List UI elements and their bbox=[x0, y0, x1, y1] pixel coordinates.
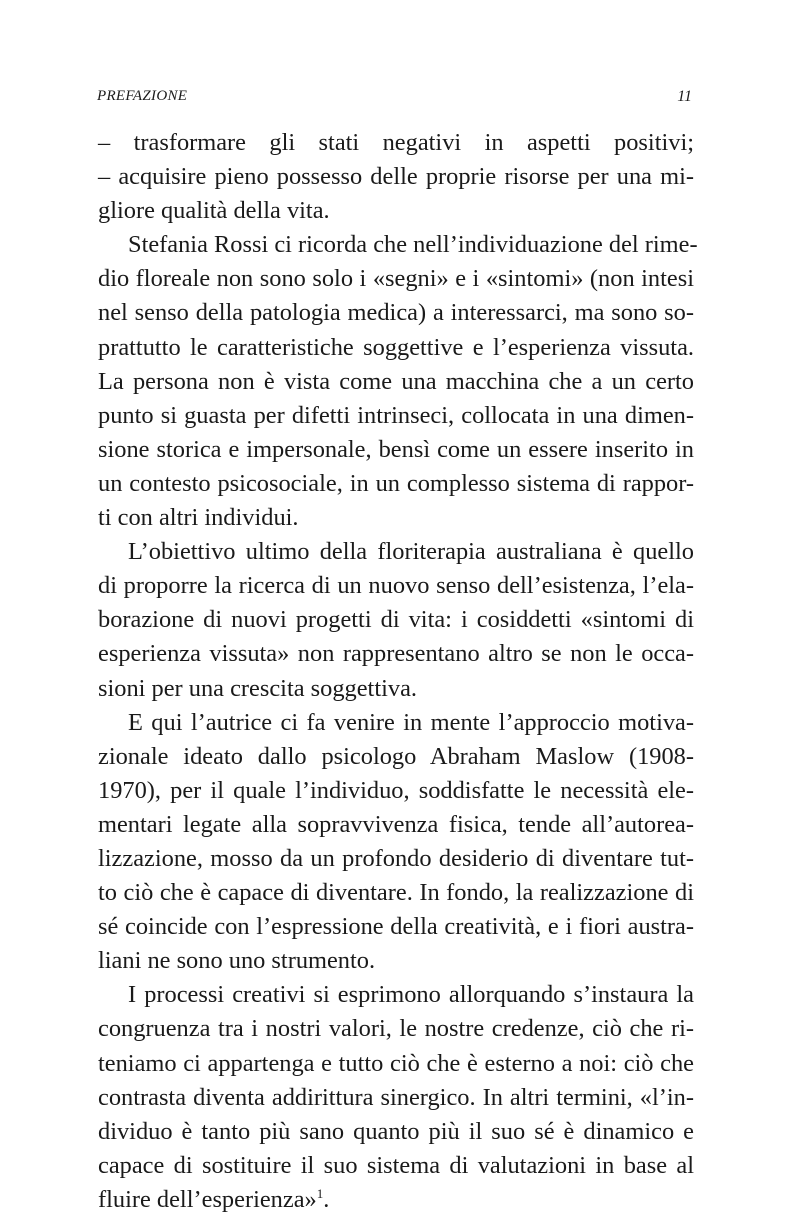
text-line: sé coincide con l’espressione della creatività, e i fiori austra- bbox=[98, 913, 694, 941]
page-number: 11 bbox=[677, 88, 692, 105]
text-line: – acquisire pieno possesso delle proprie risorse per una mi- bbox=[98, 163, 694, 191]
text-line: gliore qualità della vita. bbox=[98, 197, 330, 225]
text-line: zionale ideato dallo psicologo Abraham Maslow (1908- bbox=[98, 742, 694, 770]
body-text bbox=[98, 126, 698, 1217]
text-line: dio floreale non sono solo i «segni» e i «sintomi» (non intesi bbox=[98, 265, 694, 293]
text-line: liani ne sono uno strumento. bbox=[98, 947, 376, 975]
final-line-text: fluire dell’esperienza» bbox=[98, 1185, 317, 1213]
text-line: – trasformare gli stati negativi in aspetti positivi; bbox=[98, 129, 694, 156]
text-line: E qui l’autrice ci fa venire in mente l’approccio motiva- bbox=[128, 708, 694, 736]
text-line: dividuo è tanto più sano quanto più il suo sé è dinamico e bbox=[98, 1117, 694, 1145]
text-line: I processi creativi si esprimono allorquando s’instaura la bbox=[128, 981, 694, 1009]
text-line: sione storica e impersonale, bensì come un essere inserito in bbox=[98, 435, 694, 463]
text-line: punto si guasta per difetti intrinseci, collocata in una dimen- bbox=[98, 401, 694, 429]
text-line: Stefania Rossi ci ricorda che nell’individuazione del rime- bbox=[128, 231, 698, 259]
text-line: di proporre la ricerca di un nuovo senso dell’esistenza, l’ela- bbox=[98, 572, 694, 600]
text-line: prattutto le caratteristiche soggettive e l’esperienza vissuta. bbox=[98, 333, 694, 361]
text-line: congruenza tra i nostri valori, le nostre credenze, ciò che ri- bbox=[98, 1015, 694, 1043]
footnote-reference[interactable]: 1 bbox=[316, 1185, 324, 1201]
text-line: teniamo ci appartenga e tutto ciò che è esterno a noi: ciò che bbox=[98, 1049, 694, 1077]
text-line: to ciò che è capace di diventare. In fondo, la realizzazione di bbox=[98, 879, 694, 907]
text-line: borazione di nuovi progetti di vita: i cosiddetti «sintomi di bbox=[98, 606, 694, 634]
text-line: esperienza vissuta» non rappresentano altro se non le occa- bbox=[98, 640, 694, 668]
text-line: ti con altri individui. bbox=[98, 504, 299, 532]
running-header-title: PREFAZIONE bbox=[97, 88, 188, 104]
text-line: un contesto psicosociale, in un complesso sistema di rappor- bbox=[98, 469, 694, 497]
text-line: 1970), per il quale l’individuo, soddisfatte le necessità ele- bbox=[98, 776, 694, 804]
text-line: contrasta diventa addirittura sinergico. In altri termini, «l’in- bbox=[98, 1083, 694, 1111]
text-line: lizzazione, mosso da un profondo desiderio di diventare tut- bbox=[98, 844, 694, 872]
running-header bbox=[97, 88, 692, 112]
text-line: capace di sostituire il suo sistema di valutazioni in base al bbox=[98, 1151, 694, 1179]
text-line: L’obiettivo ultimo della floriterapia australiana è quello bbox=[128, 538, 694, 566]
final-punctuation: . bbox=[323, 1185, 330, 1213]
text-line: sioni per una crescita soggettiva. bbox=[98, 674, 418, 702]
text-line: mentari legate alla sopravvivenza fisica, tende all’autorea- bbox=[98, 810, 694, 838]
text-line: nel senso della patologia medica) a interessarci, ma sono so- bbox=[98, 299, 694, 327]
text-line: La persona non è vista come una macchina che a un certo bbox=[98, 367, 694, 395]
